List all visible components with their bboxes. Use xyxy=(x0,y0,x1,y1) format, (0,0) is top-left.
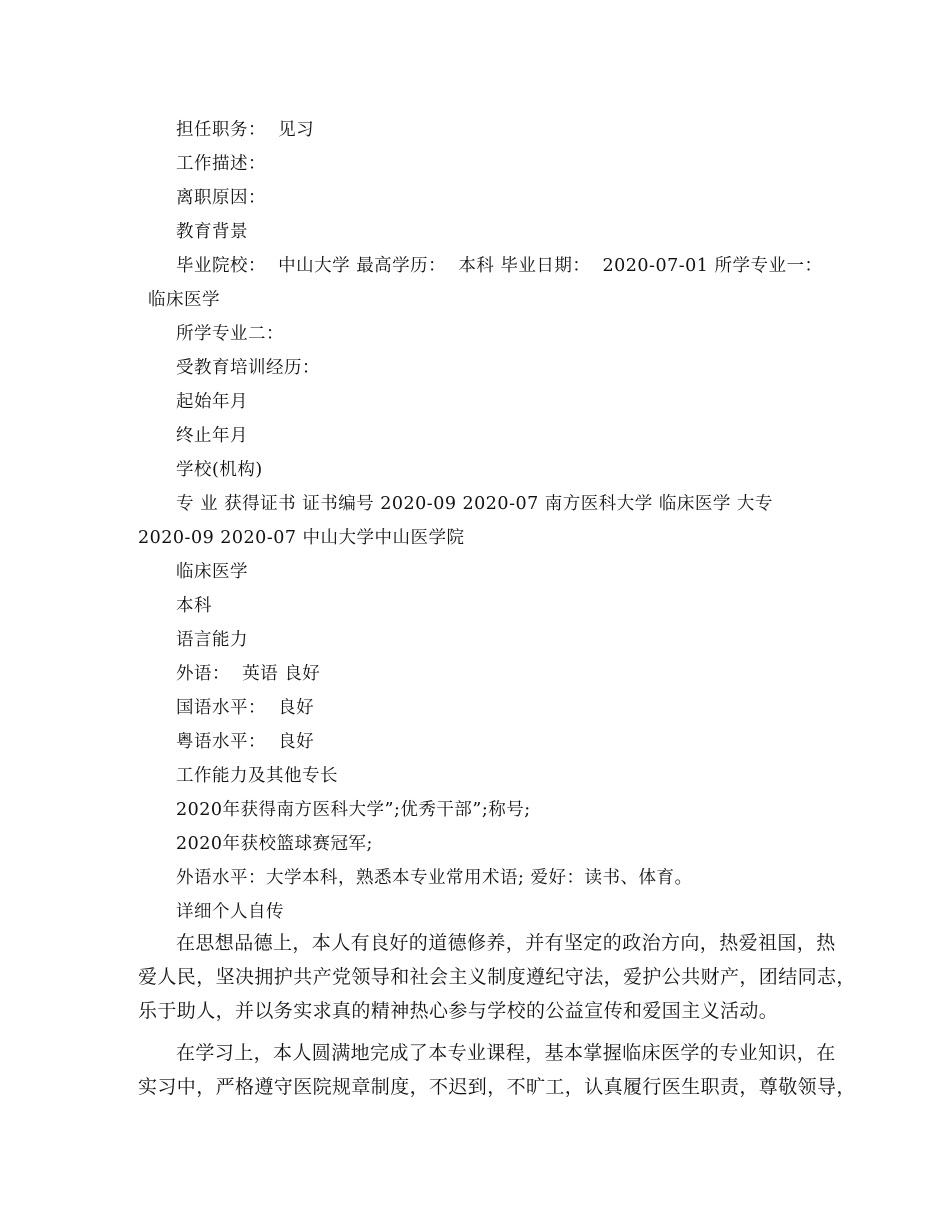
language-ability-heading: 语言能力 xyxy=(176,630,248,650)
graduation-school-line: 毕业院校： 中山大学 最高学历： 本科 毕业日期： 2020-07-01 所学专业一： xyxy=(176,256,823,276)
language-hobby-line: 外语水平：大学本科，熟悉本专业常用术语; 爱好：读书、体育。 xyxy=(176,868,693,888)
autobiography-paragraph-1-line-2: 爱人民，坚决拥护共产党领导和社会主义制度遵纪守法，爱护公共财产，团结同志， xyxy=(138,966,856,988)
autobiography-paragraph-1-line-3: 乐于助人，并以务实求真的精神热心参与学校的公益宣传和爱国主义活动。 xyxy=(138,1000,779,1022)
school-institution-label: 学校(机构) xyxy=(176,460,263,480)
degree-value-line: 本科 xyxy=(176,596,212,616)
education-record-line: 专 业 获得证书 证书编号 2020-09 2020-07 南方医科大学 临床医学 大专 xyxy=(176,494,773,514)
cantonese-level-line: 粤语水平： 良好 xyxy=(176,732,315,752)
autobiography-paragraph-2-line-1: 在学习上，本人圆满地完成了本专业课程，基本掌握临床医学的专业知识，在 xyxy=(176,1042,836,1064)
autobiography-paragraph-2-line-2: 实习中，严格遵守医院规章制度，不迟到，不旷工，认真履行医生职责，尊敬领导， xyxy=(138,1076,856,1098)
skills-heading: 工作能力及其他专长 xyxy=(176,766,338,786)
training-history-label: 受教育培训经历： xyxy=(176,358,320,378)
leave-reason-line: 离职原因： xyxy=(176,188,266,208)
major-one-value: 临床医学 xyxy=(148,290,220,310)
end-month-label: 终止年月 xyxy=(176,426,248,446)
autobiography-heading: 详细个人自传 xyxy=(176,902,284,922)
award-line-2: 2020年获校篮球赛冠军; xyxy=(176,834,373,854)
education-heading: 教育背景 xyxy=(176,222,248,242)
award-line-1: 2020年获得南方医科大学”;优秀干部”;称号; xyxy=(176,800,531,820)
job-description-line: 工作描述： xyxy=(176,154,266,174)
education-record-continued: 2020-09 2020-07 中山大学中山医学院 xyxy=(138,528,465,548)
major-two-line: 所学专业二： xyxy=(176,324,284,344)
mandarin-level-line: 国语水平： 良好 xyxy=(176,698,315,718)
major-value-line: 临床医学 xyxy=(176,562,248,582)
autobiography-paragraph-1-line-1: 在思想品德上，本人有良好的道德修养，并有坚定的政治方向，热爱祖国，热 xyxy=(176,932,836,954)
foreign-language-line: 外语： 英语 良好 xyxy=(176,664,321,684)
position-line: 担任职务： 见习 xyxy=(176,120,315,140)
start-month-label: 起始年月 xyxy=(176,392,248,412)
